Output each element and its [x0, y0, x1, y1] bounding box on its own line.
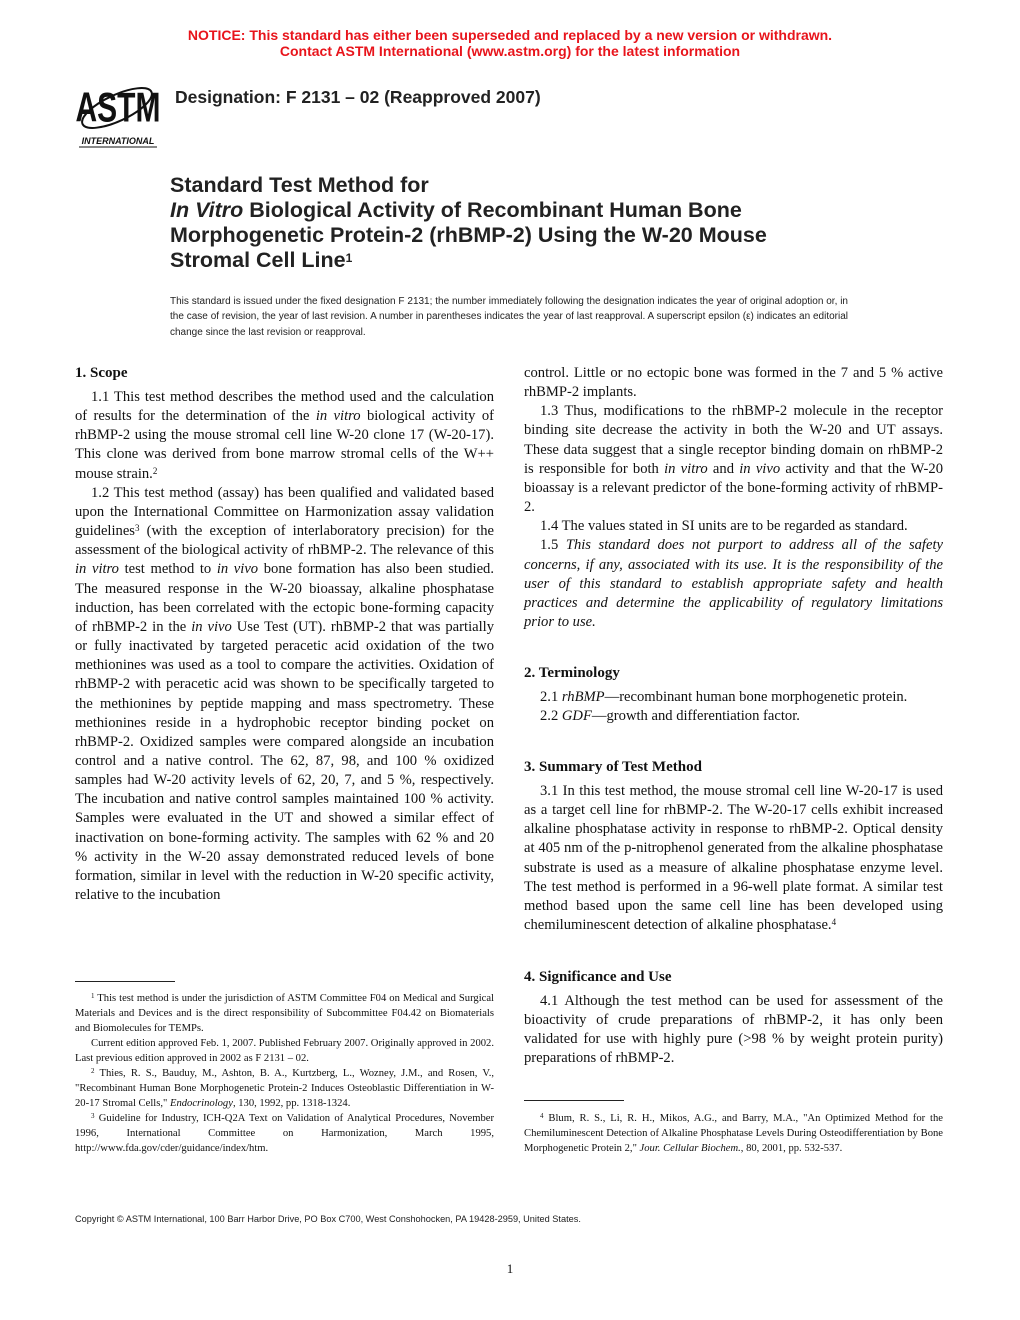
text-run: , 130, 1992, pp. 1318-1324.	[232, 1098, 351, 1109]
paragraph	[524, 782, 943, 935]
italic-run: Endocrinology	[169, 1098, 233, 1109]
title-line-4-text: Stromal Cell Line	[170, 248, 346, 272]
section-significance	[524, 968, 943, 1069]
text-run: , 80, 2001, pp. 532-537.	[740, 1143, 843, 1154]
paragraph	[524, 517, 943, 536]
text-run: 1.2 This test method (assay) has been qualified and validated based upon the International Committee on Harmonization assay validation guidelines	[75, 484, 494, 540]
footnote-ref: 3	[91, 1112, 95, 1120]
footnote-ref: 4	[540, 1112, 544, 1120]
text-run: test method to	[118, 561, 217, 578]
section-terminology	[524, 664, 943, 726]
italic-run: in vitro	[75, 561, 119, 578]
paragraph	[524, 992, 943, 1069]
text-run: (with the exception of interlaboratory precision) for the assessment of the biological activity of rhBMP-2. The relevance of this	[75, 523, 494, 559]
italic-run: in vivo	[739, 460, 781, 477]
paragraph	[524, 1111, 943, 1156]
italic-run: in vitro	[664, 460, 708, 477]
text-run: Blum, R. S., Li, R. H., Mikos, A.G., and Barry, M.A., "An Optimized Method for the Chemiluminescent Detection of Alkaline Phosphatase Levels During Osteodifferentiation by Bone Morphogenetic Protein 2,"	[524, 1113, 943, 1154]
text-run: 3.1 In this test method, the mouse stromal cell line W-20-17 is used as a target cell line for rhBMP-2. The W-20-17 cells exhibit increased alkaline phosphatase activity in response to rhBMP-2. Optical density at 405 nm of the p-nitrophenol generated from the alkaline phosphatase substrate is used as a measure of alkaline phosphatase enzyme level. The test method is performed in a 96-well plate format. A similar test method based upon the same cell line has been developed using chemiluminescent detection of alkaline phosphatase.	[524, 783, 943, 934]
paragraph	[75, 1066, 494, 1111]
section-heading: 2. Terminology	[524, 665, 620, 681]
title-italic: In Vitro	[170, 198, 244, 222]
title-line-4	[170, 248, 890, 273]
text-run: bone formation has also been studied. The measured response in the W-20 bioassay, alkaline phosphatase induction, has been correlated with the ectopic bone-forming capacity of rhBMP-2 in the	[75, 561, 494, 635]
section-heading: 3. Summary of Test Method	[524, 759, 702, 775]
copyright: Copyright © ASTM International, 100 Barr Harbor Drive, PO Box C700, West Conshohocken, PA 19428-2959, United States.	[75, 1214, 581, 1224]
left-column	[75, 364, 494, 905]
paragraph	[75, 484, 494, 905]
svg-text:INTERNATIONAL: INTERNATIONAL	[81, 136, 155, 146]
paragraph	[75, 388, 494, 484]
text-run: Use Test (UT). rhBMP-2 that was partially or fully inactivated by targeted peracetic acid oxidation of the two methionines was used as a tool to compare the activities. Oxidation of rhBMP-2 with peracetic acid was shown to be specifically targeted to the methionines by peptide mapping and mass spectrometry. These methionines reside in a hydrophobic receptor binding pocket on rhBMP-2. Oxidized samples were compared alongside an incubation control and a native control. The 62, 87, 98, and 100 % oxidized samples had W-20 activity levels of 62, 20, 7, and 5 %, respectively. The incubation and native control samples maintained 100 % activity. Samples were evaluated in the UT and showed a similar effect of inactivation on bone-forming activity. The samples with 62 % and 20 % activity in the W-20 assay demonstrated reduced levels of bone formation, similar in level with the reduction in W-20 specific activity, relative to the incubation	[75, 618, 495, 904]
section-heading: 4. Significance and Use	[524, 969, 672, 985]
footnote-ref: 4	[831, 917, 837, 928]
footnote-ref: 1	[91, 992, 95, 1000]
text-run: This test method is under the jurisdiction of ASTM Committee F04 on Medical and Surgical Materials and Devices and is the direct responsibility of Subcommittee F04.42 on Biomaterials and Biomolecules for TEMPs.	[75, 993, 494, 1034]
paragraph	[524, 402, 943, 517]
standard-intro: This standard is issued under the fixed designation F 2131; the number immediately following the designation indicates the year of original adoption or, in the case of revision, the year of last revision. A number in parentheses indicates the year of last reapproval. A superscript epsilon (ε) indicates an editorial change since the last revision or reapproval.	[170, 296, 848, 338]
text-run: 1.4 The values stated in SI units are to be regarded as standard.	[540, 518, 908, 535]
text-run: control. Little or no ectopic bone was formed in the 7 and 5 % active rhBMP-2 implants.	[524, 365, 943, 401]
document-title	[170, 173, 890, 273]
italic-run: in vitro	[315, 408, 361, 425]
title-line-3: Morphogenetic Protein-2 (rhBMP-2) Using the W-20 Mouse	[170, 223, 767, 247]
paragraph	[524, 688, 943, 707]
right-column-scope-cont	[524, 364, 943, 632]
text-run: biological activity of rhBMP-2 using the mouse stromal cell line W-20 clone 17 (W-20-17). This clone was derived from bone marrow stromal cells of the W++ mouse strain.	[75, 408, 495, 482]
withdrawal-notice	[0, 27, 1020, 59]
footnotes-left	[75, 991, 494, 1156]
footnote-ref: 2	[152, 465, 158, 476]
page-number: 1	[506, 1261, 514, 1276]
designation: Designation: F 2131 – 02 (Reapproved 2007)	[175, 87, 541, 107]
notice-line-1: NOTICE: This standard has either been superseded and replaced by a new version or withdrawn.	[187, 27, 833, 43]
text-run: Guideline for Industry, ICH-Q2A Text on Validation of Analytical Procedures, November 1996, International Committee on Harmonization, March 1995, http://www.fda.gov/cder/guidance/index/htm.	[75, 1113, 494, 1154]
text-run: 4.1 Although the test method can be used for assessment of the bioactivity of crude preparations of rhBMP-2, it has only been validated for use with highly pure (>98 % by weight protein purity) preparations of rhBMP-2.	[524, 993, 943, 1067]
italic-run: in vivo	[216, 561, 259, 578]
svg-text:ASTM: ASTM	[76, 83, 160, 131]
paragraph	[524, 707, 943, 726]
paragraph	[75, 1111, 494, 1156]
footnote-ref: 3	[135, 523, 140, 534]
title-line-2	[170, 198, 890, 223]
italic-run: rhBMP	[561, 689, 605, 705]
astm-logo	[76, 74, 160, 155]
paragraph	[524, 364, 943, 402]
text-run: activity and that the W-20 bioassay is a relevant predictor of the bone-forming activity of rhBMP-2.	[524, 460, 944, 516]
italic-run: Jour. Cellular Biochem.	[639, 1143, 741, 1154]
text-run: —recombinant human bone morphogenetic protein.	[604, 689, 908, 705]
text-run: 1.1 This test method describes the method used and the calculation of results for the determination of the	[75, 389, 494, 425]
footnote-ref: 2	[91, 1067, 95, 1075]
text-run: 2.1	[540, 689, 562, 705]
text-run: 2.2	[540, 708, 562, 725]
italic-run: This standard does not purport to address all of the safety concerns, if any, associated with its use. It is the responsibility of the user of this standard to establish appropriate safety and health practices and determine the applicability of regulatory limitations prior to use.	[524, 537, 943, 631]
text-run: and	[707, 460, 740, 477]
text-run: Thies, R. S., Bauduy, M., Ashton, B. A., Kurtzberg, L., Wozney, J.M., and Rosen, V., "Recombinant Human Bone Morphogenetic Protein-2 Induces Osteoblastic Differentiation in W-20-17 Stromal Cells,"	[75, 1068, 494, 1109]
section-heading: 1. Scope	[75, 365, 128, 381]
italic-run: in vivo	[191, 618, 232, 635]
paragraph	[75, 1036, 494, 1066]
italic-run: GDF	[561, 708, 592, 725]
text-run: 1.3 Thus, modifications to the rhBMP-2 molecule in the receptor binding site decrease the activity in both the W-20 and UT assays. These data suggest that a single receptor binding domain on rhBMP-2 is responsible for both	[524, 403, 943, 477]
footnote-divider-right	[524, 1100, 624, 1101]
paragraph	[524, 536, 943, 632]
section-summary	[524, 758, 943, 935]
footnotes-right	[524, 1111, 943, 1156]
title-line-1: Standard Test Method for	[170, 173, 429, 197]
text-run: 1.5	[540, 537, 566, 554]
title-line-2-rest: Biological Activity of Recombinant Human Bone	[243, 198, 742, 222]
text-run: Current edition approved Feb. 1, 2007. Published February 2007. Originally approved in 2002. Last previous edition approved in 2002 as F 2131 – 02.	[75, 1038, 494, 1064]
text-run: —growth and differentiation factor.	[591, 708, 800, 725]
notice-line-2: Contact ASTM International (www.astm.org) for the latest information	[279, 43, 741, 59]
title-footnote-ref: 1	[345, 251, 353, 265]
footnote-divider-left	[75, 981, 175, 982]
paragraph	[75, 991, 494, 1036]
